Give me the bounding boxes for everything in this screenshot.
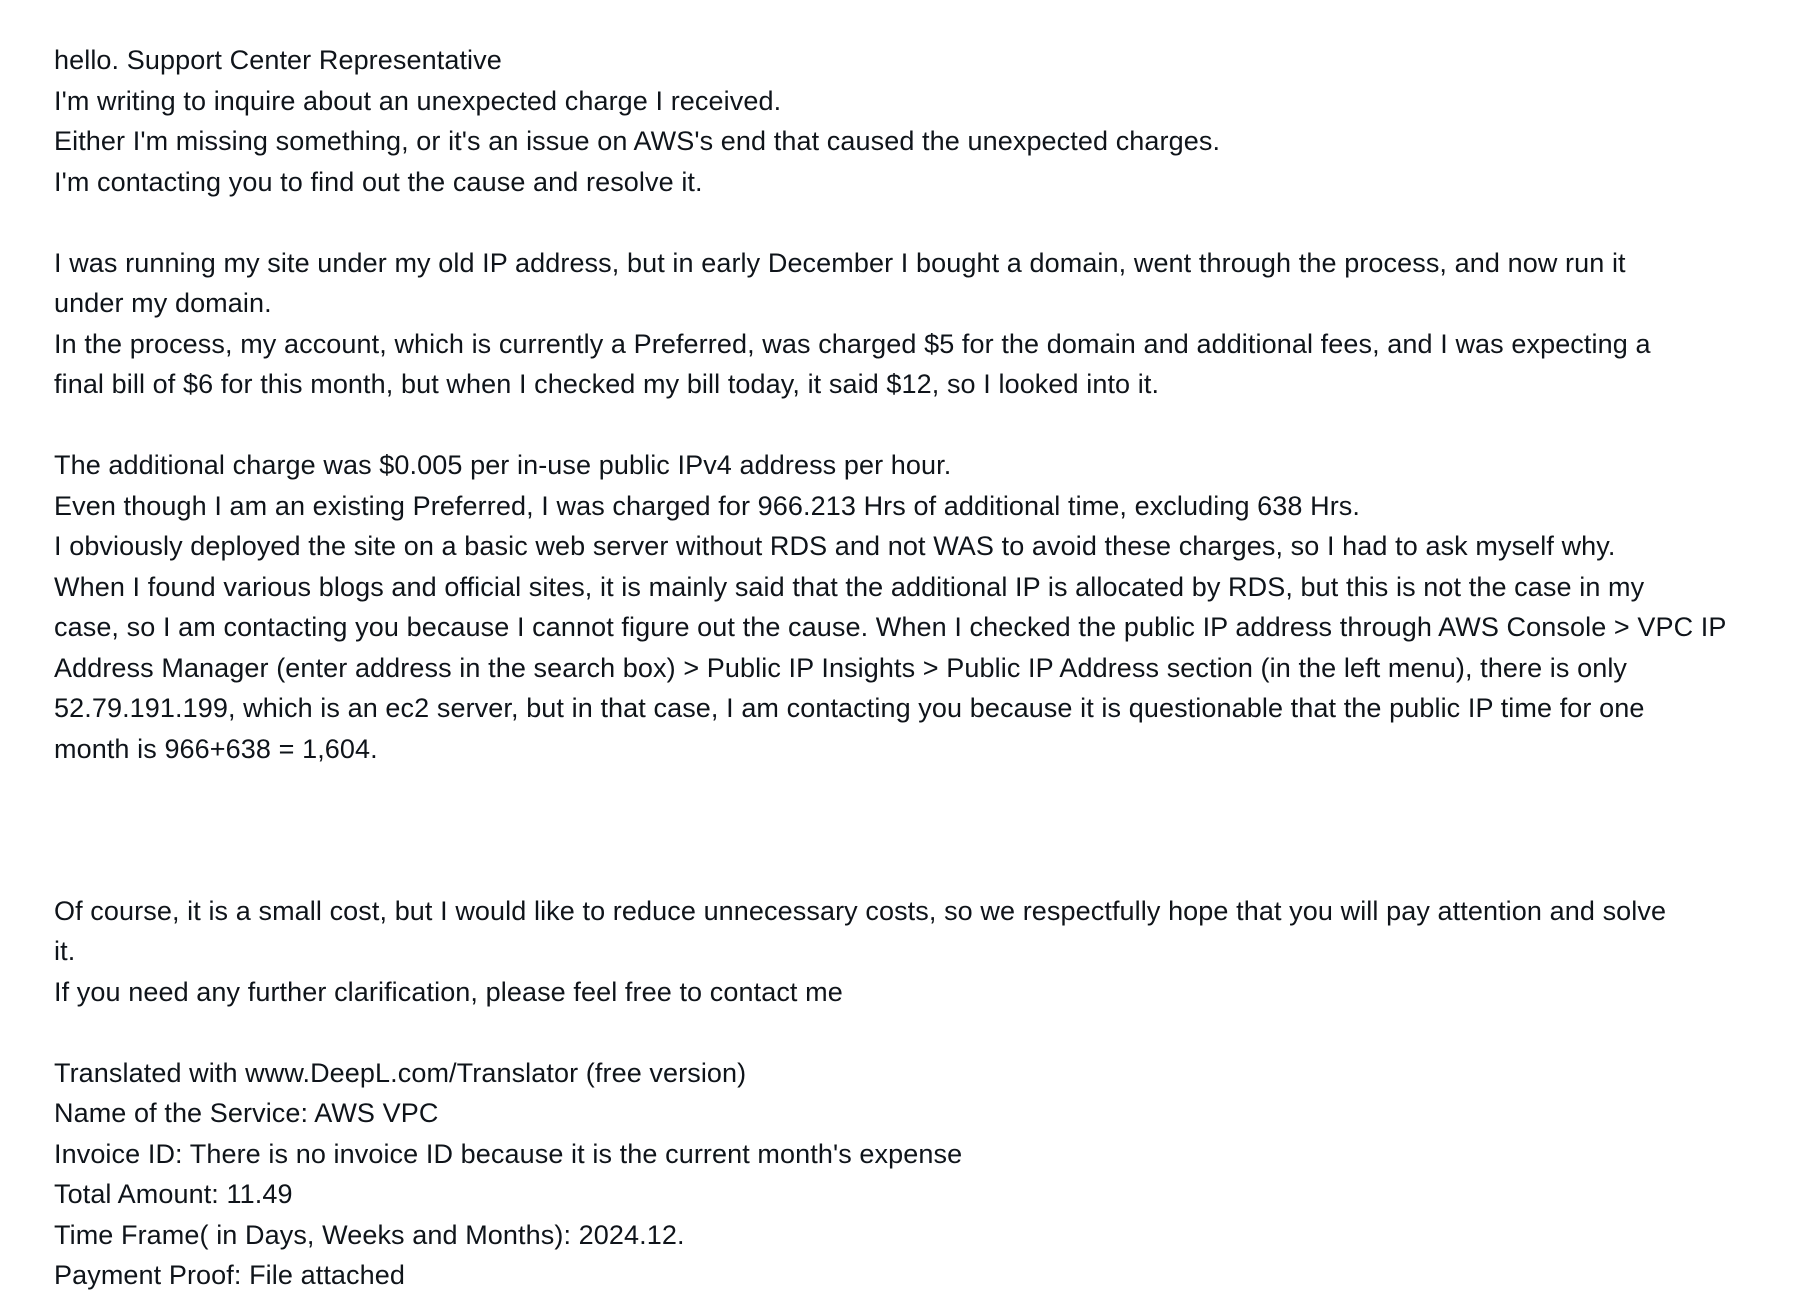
payment-proof-field: Payment Proof: File attached: [54, 1260, 405, 1290]
greeting-paragraph: [54, 40, 1794, 202]
paragraph-gap: [54, 769, 1794, 891]
total-amount-field: Total Amount: 11.49: [54, 1179, 293, 1209]
service-name-field: Name of the Service: AWS VPC: [54, 1098, 439, 1128]
text-line: under my domain.: [54, 288, 272, 318]
paragraph-gap: [54, 1012, 1794, 1053]
text-line: If you need any further clarification, please feel free to contact me: [54, 976, 843, 1007]
text-line: I'm writing to inquire about an unexpected charge I received.: [54, 85, 782, 116]
text-line: Address Manager (enter address in the search box) > Public IP Insights > Public IP Address section (in the left menu), there is only: [54, 652, 1628, 683]
text-line: The additional charge was $0.005 per in-use public IPv4 address per hour.: [54, 450, 952, 480]
case-info-paragraph: [54, 1053, 1794, 1296]
text-line: When I found various blogs and official sites, it is mainly said that the additional IP is allocated by RDS, but this is not the case in my: [54, 571, 1645, 602]
text-line: I'm contacting you to find out the cause and resolve it.: [54, 166, 703, 197]
support-message-body: [54, 40, 1794, 1296]
text-line: Either I'm missing something, or it's an issue on AWS's end that caused the unexpected charges.: [54, 126, 1221, 156]
text-line: I obviously deployed the site on a basic web server without RDS and not WAS to avoid these charges, so I had to ask myself why.: [54, 531, 1616, 561]
text-line: Of course, it is a small cost, but I would like to reduce unnecessary costs, so we respectfully hope that you will pay attention and solve: [54, 895, 1667, 926]
greeting-line: hello. Support Center Representative: [54, 45, 502, 75]
text-line: Even though I am an existing Preferred, I was charged for 966.213 Hrs of additional time, excluding 638 Hrs.: [54, 490, 1361, 521]
text-line: I was running my site under my old IP address, but in early December I bought a domain, went through the process, and now run it: [54, 247, 1626, 278]
charge-details-paragraph: [54, 445, 1794, 769]
time-frame-field: Time Frame( in Days, Weeks and Months): 2024.12.: [54, 1219, 685, 1250]
paragraph-gap: [54, 202, 1794, 243]
invoice-id-field: Invoice ID: There is no invoice ID because it is the current month's expense: [54, 1138, 963, 1169]
text-line: it.: [54, 936, 76, 966]
background-paragraph: [54, 243, 1794, 405]
text-line: month is 966+638 = 1,604.: [54, 733, 378, 764]
text-line: 52.79.191.199, which is an ec2 server, but in that case, I am contacting you because it is questionable that the public IP time for one: [54, 693, 1645, 723]
text-line: In the process, my account, which is currently a Preferred, was charged $5 for the domain and additional fees, and I was expecting a: [54, 328, 1651, 359]
paragraph-gap: [54, 405, 1794, 446]
translation-note: Translated with www.DeepL.com/Translator (free version): [54, 1057, 747, 1088]
text-line: final bill of $6 for this month, but when I checked my bill today, it said $12, so I looked into it.: [54, 369, 1160, 399]
closing-paragraph: [54, 891, 1794, 1013]
text-line: case, so I am contacting you because I cannot figure out the cause. When I checked the public IP address through AWS Console > VPC IP: [54, 612, 1727, 642]
